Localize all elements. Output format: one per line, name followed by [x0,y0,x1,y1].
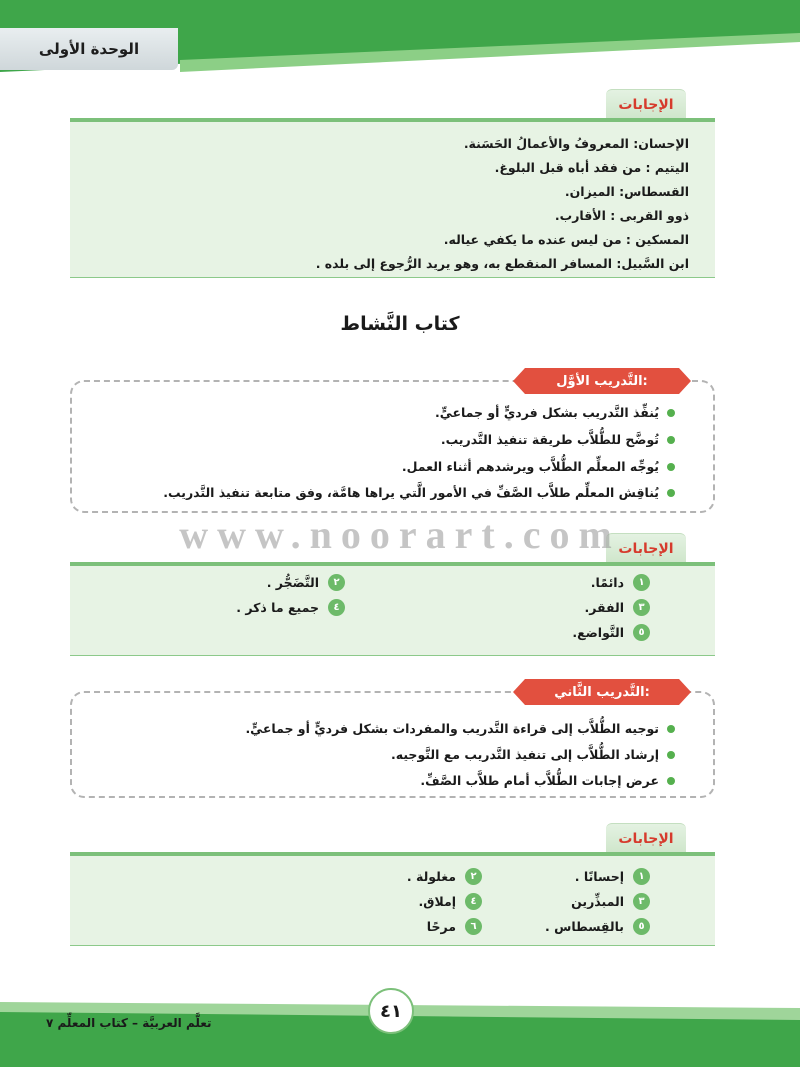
answer-item [267,574,345,591]
answer-text: مغلولة . [406,869,456,884]
answer-number-badge: ٤ [328,599,345,616]
definition-line: المسكين : من ليس عنده ما يكفي عياله. [443,232,689,247]
exercise-2-bullet [391,747,675,762]
answer-text: دائمًا. [590,575,624,590]
bullet-text: يُناقِش المعلِّم طلاَّب الصَّفِّ في الأمور الَّتي يراها هامَّة، وفق متابعة تنفيذ التَّدريب. [163,485,659,500]
bullet-text: عرض إجابات الطُّلاَّب أمام طلاَّب الصَّفِّ. [420,773,659,788]
answer-item [427,918,482,935]
exercise-2-bullet [245,721,675,736]
footer-book-title: تعلَّم العربيَّة – كتاب المعلِّم ٧ [46,1016,212,1030]
bullet-text: توجيه الطُّلاَّب إلى قراءة التَّدريب والمفردات بشكل فرديٍّ أو جماعيٍّ. [245,721,659,736]
activity-title: كتاب النَّشاط [340,313,460,335]
answer-item [591,574,650,591]
bullet-text: إرشاد الطُّلاَّب إلى تنفيذ التَّدريب مع التَّوجيه. [391,747,659,762]
answer-number-badge: ٢ [328,574,345,591]
bullet-text: يُنفِّذ التَّدريب بشكل فرديٍّ أو جماعيٍّ. [435,405,659,420]
bullet-dot-icon [667,463,675,471]
answer-number-badge: ١ [633,574,650,591]
unit-label-tab [0,28,178,70]
definition-line: اليتيم : من فقد أباه قبل البلوغ. [494,160,689,175]
definitions-box [70,118,715,278]
answer-item [419,893,482,910]
definition-line: الإحسان: المعروفُ والأعمالُ الحَسَنة. [463,136,689,151]
answer-number-badge: ٥ [633,918,650,935]
answer-text: المبذِّرين [571,894,624,909]
answer-text: بالقِسطاس . [544,919,624,934]
answers-tab-3-label: الإجابات [618,830,674,847]
definition-line: ابن السَّبيل: المسافر المنقطع به، وهو يريد الرُّجوع إلى بلده . [315,256,689,271]
answer-text: مرحًا [426,919,456,934]
answer-text: التَّضَجُّر . [266,575,319,590]
answers-tab-1 [606,89,686,119]
exercise-2-title: التَّدريب الثَّاني: [554,684,650,700]
answer-text: الفقر. [584,600,624,615]
exercise-2-ribbon [513,679,691,705]
answer-item [571,893,650,910]
exercise-1-bullet [163,485,675,500]
answer-item [572,624,650,641]
bullet-text: يُوجِّه المعلِّم الطُّلاَّب ويرشدهم أثناء العمل. [401,459,659,474]
exercise-1-title: التَّدريب الأوَّل: [556,373,648,389]
unit-label: الوحدة الأولى [38,40,140,58]
answer-text: إملاق. [418,894,456,909]
answer-text: إحسانًا . [574,869,624,884]
exercise-2-bullet [420,773,675,788]
definition-line: ذوو القربى : الأقارب. [554,208,689,223]
page-number: ٤١ [368,988,414,1034]
bullet-dot-icon [667,777,675,785]
answers-tab-1-label: الإجابات [618,96,674,113]
bullet-dot-icon [667,409,675,417]
answer-item [236,599,345,616]
answers-tab-3 [606,823,686,853]
bullet-dot-icon [667,489,675,497]
answer-number-badge: ٦ [465,918,482,935]
answers-tab-2-label: الإجابات [618,540,674,557]
answer-item [585,599,651,616]
answer-item [545,918,650,935]
answer-number-badge: ٥ [633,624,650,641]
bullet-text: تُوضَّح للطُّلاَّب طريقة تنفيذ التَّدريب. [440,432,659,447]
answer-text: التَّواضع. [572,625,624,640]
answer-number-badge: ٢ [465,868,482,885]
exercise-1-ribbon [513,368,691,394]
answer-number-badge: ٤ [465,893,482,910]
definition-line: القسطاس: الميزان. [564,184,689,199]
bullet-dot-icon [667,751,675,759]
answer-number-badge: ١ [633,868,650,885]
bullet-dot-icon [667,436,675,444]
answer-item [407,868,482,885]
answer-text: جميع ما ذكر . [236,600,319,615]
bullet-dot-icon [667,725,675,733]
exercise-1-bullet [441,432,675,447]
exercise-1-bullet [435,405,675,420]
answer-number-badge: ٣ [633,893,650,910]
watermark: www.noorart.com [179,512,621,557]
exercise-1-bullet [402,459,675,474]
answer-item [575,868,650,885]
answer-number-badge: ٣ [633,599,650,616]
